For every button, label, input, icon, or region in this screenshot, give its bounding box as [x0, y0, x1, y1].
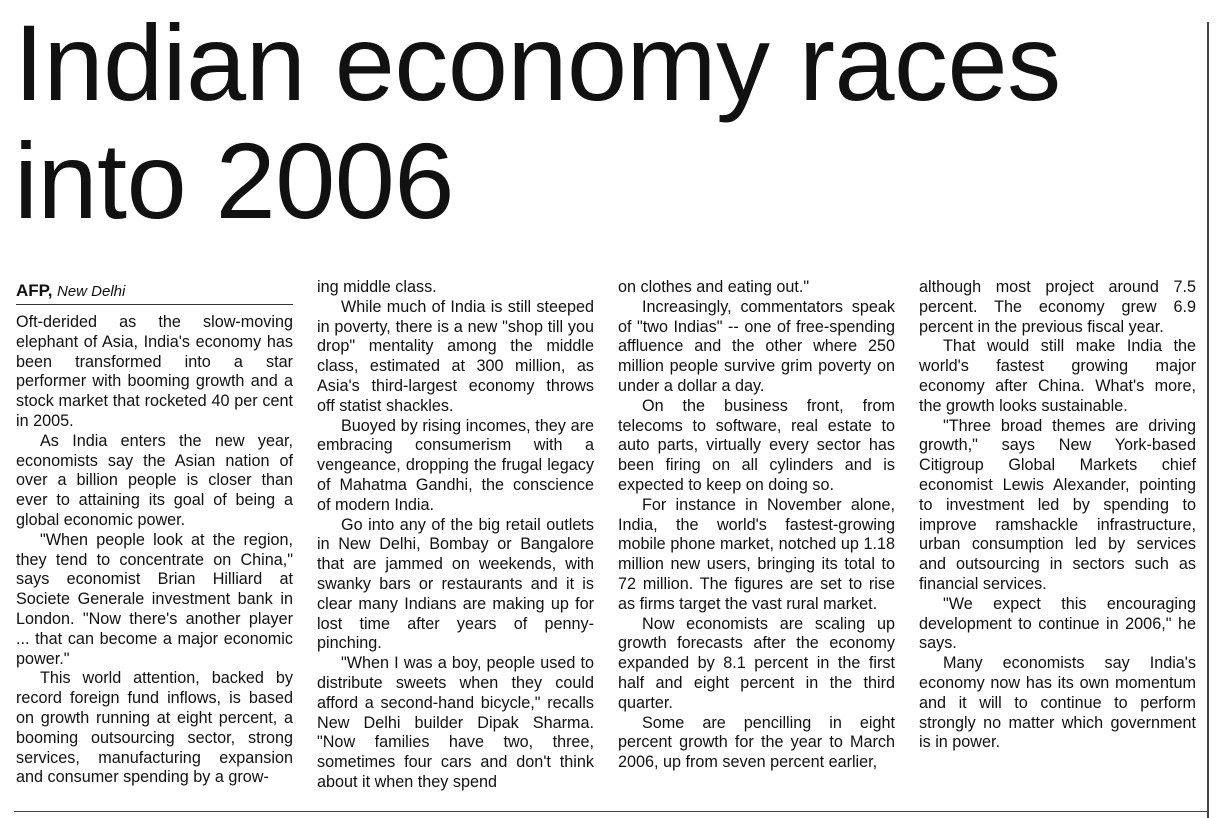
article-headline: Indian economy races into 2006	[14, 2, 1061, 241]
paragraph: "When people look at the region, they tend to concentrate on China," says economist Brian Hilliard at Societe Generale investment bank in London. "Now there's another player ... that can become a major economic power."	[16, 530, 293, 668]
paragraph-continuation: ing middle class.	[317, 278, 437, 296]
paragraph: Oft-derided as the slow-moving elephant of Asia, India's economy has been transformed into a star performer with booming growth and a stock market that rocketed 40 per cent in 2005.	[16, 313, 293, 430]
paragraph: Some are pencilling in eight percent growth for the year to March 2006, up from seven percent earlier,	[618, 713, 895, 772]
byline-agency: AFP,	[16, 281, 53, 300]
paragraph: Now economists are scaling up growth forecasts after the economy expanded by 8.1 percent in the first half and eight percent in the third quarter.	[618, 614, 895, 712]
paragraph: Many economists say India's economy now has its own momentum and it will to continue to perform strongly no matter which government is in power.	[919, 654, 1196, 752]
paragraph: That would still make India the world's fastest growing major economy after China. What's more, the growth looks sustainable.	[919, 337, 1196, 415]
column-rule-right	[1207, 22, 1209, 818]
article-column-2	[317, 278, 594, 793]
paragraph: Buoyed by rising incomes, they are embracing consumerism with a vengeance, dropping the frugal legacy of Mahatma Gandhi, the conscience of modern India.	[317, 416, 594, 514]
paragraph: As India enters the new year, economists say the Asian nation of over a billion people is closer than ever to attaining its goal of being a global economic power.	[16, 431, 293, 529]
article-column-4	[919, 278, 1196, 753]
article-column-1	[16, 278, 293, 788]
paragraph: For instance in November alone, India, the world's fastest-growing mobile phone market, notched up 1.18 million new users, bringing its total to 72 million. The figures are set to rise as firms target the vast rural market.	[618, 495, 895, 613]
paragraph: "When I was a boy, people used to distribute sweets when they could afford a second-hand bicycle," recalls New Delhi builder Dipak Sharma. "Now families have two, three, sometimes four cars and don't think about it when they spend	[317, 654, 594, 791]
paragraph: Go into any of the big retail outlets in New Delhi, Bombay or Bangalore that are jammed on weekends, with swanky bars or restaurants and it is clear many Indians are making up for lost time after years of penny-pinching.	[317, 515, 594, 653]
bottom-rule	[14, 811, 1208, 812]
paragraph-continuation: on clothes and eating out."	[618, 278, 810, 296]
byline-place: New Delhi	[57, 283, 126, 300]
paragraph: On the business front, from telecoms to software, real estate to auto parts, virtually every sector has been firing on all cylinders and is expected to keep on doing so.	[618, 396, 895, 494]
paragraph: "We expect this encouraging development to continue in 2006," he says.	[919, 594, 1196, 653]
paragraph: While much of India is still steeped in poverty, there is a new "shop till you drop" mentality among the middle class, estimated at 300 million, as Asia's third-largest economy throws off statist shackles.	[317, 297, 594, 415]
paragraph: This world attention, backed by record foreign fund inflows, is based on growth running at eight percent, a booming outsourcing sector, strong services, manufacturing expansion and consumer spending by a grow-	[16, 669, 293, 787]
paragraph-continuation: although most project around 7.5 percent. The economy grew 6.9 percent in the previous fiscal year.	[919, 278, 1196, 336]
byline	[16, 278, 293, 305]
paragraph: Increasingly, commentators speak of "two Indias" -- one of free-spending affluence and the other where 250 million people survive grim poverty on under a dollar a day.	[618, 297, 895, 395]
article-column-3	[618, 278, 895, 773]
paragraph: "Three broad themes are driving growth," says New York-based Citigroup Global Markets chief economist Lewis Alexander, pointing to investment led by spending to improve ramshackle infrastructure, urban consumption led by services and outsourcing in sectors such as financial services.	[919, 416, 1196, 593]
